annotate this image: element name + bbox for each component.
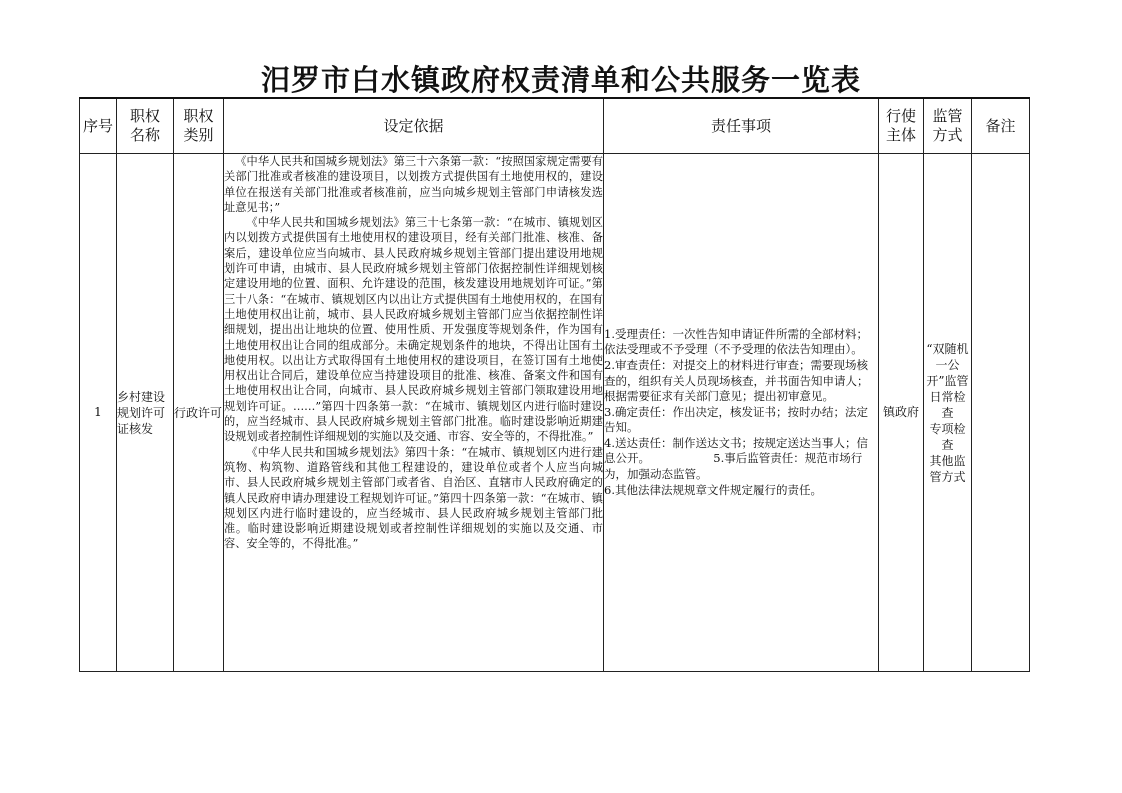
page-title: 汨罗市白水镇政府权责清单和公共服务一览表 [260,63,861,97]
basis-paragraph: 《中华人民共和国城乡规划法》第四十条：“在城市、镇规划区内进行建筑物、构筑物、道路管线和其他工程建设的，建设单位或者个人应当向城市、县人民政府城乡规划主管部门或者省、自治区、直辖市人民政府确定的镇人民政府申请办理建设工程规划许可证。”第四十四条第一款：“在城市、镇规划区内进行临时建设的，应当经城市、县人民政府城乡规划主管部门批准。临时建设影响近期建设规划或者控制性详细规划的实施以及交通、市容、安全等的，不得批准。” [224,445,603,551]
header-supervision: 监管方式 [924,98,972,154]
cell-category: 行政许可 [174,154,224,672]
cell-note [972,154,1030,672]
header-responsibility: 责任事项 [604,98,879,154]
basis-paragraph: 《中华人民共和国城乡规划法》第三十六条第一款：“按照国家规定需要有关部门批准或者核准的建设项目，以划拨方式提供国有土地使用权的，建设单位在报送有关部门批准或者核准前，应当向城乡规划主管部门申请核发选址意见书；” [224,155,603,214]
header-basis: 设定依据 [224,98,604,154]
header-subject: 行使主体 [879,98,924,154]
table-row [80,154,1030,672]
responsibility-item: 6.其他法律法规规章文件规定履行的责任。 [604,482,822,497]
header-seq: 序号 [80,98,117,154]
cell-responsibility [604,154,879,672]
basis-paragraph: 《中华人民共和国城乡规划法》第三十七条第一款：“在城市、镇规划区内以划拨方式提供国有土地使用权的建设项目，经有关部门批准、核准、备案后，建设单位应当向城市、县人民政府城乡规划主管部门提出建设用地规划许可申请，由城市、县人民政府城乡规划主管部门依据控制性详细规划核定建设用地的位置、面积、允许建设的范围，核发建设用地规划许可证。”第三十八条：“在城市、镇规划区内以出让方式提供国有土地使用权的，在国有土地使用权出让前，城市、县人民政府城乡规划主管部门应当依据控制性详细规划，提出出让地块的位置、使用性质、开发强度等规划条件，作为国有土地使用权出让合同的组成部分。未确定规划条件的地块，不得出让国有土地使用权。以出让方式取得国有土地使用权的建设项目，在签订国有土地使用权出让合同后，建设单位应当持建设项目的批准、核准、备案文件和国有土地使用权出让合同，向城市、县人民政府城乡规划主管部门领取建设用地规划许可证。……”第四十四条第一款：“在城市、镇规划区内进行临时建设的，应当经城市、县人民政府城乡规划主管部门批准。临时建设影响近期建设规划或者控制性详细规划的实施以及交通、市容、安全等的，不得批准。” [224,216,603,444]
supervision-item: “双随机一公开”监管 [926,341,969,388]
header-name: 职权名称 [117,98,174,154]
header-category: 职权类别 [174,98,224,154]
cell-seq: 1 [80,154,117,672]
cell-subject: 镇政府 [879,154,924,672]
supervision-item: 日常检查 [929,389,966,420]
supervision-item: 专项检查 [929,421,966,452]
responsibility-item: 2.审查责任：对提交上的材料进行审查；需要现场核查的，组织有关人员现场核查，并书面告知申请人；根据需要征求有关部门意见；提出初审意见。 [604,357,869,404]
table-header-row [80,98,1030,154]
cell-basis [224,154,604,672]
cell-name: 乡村建设规划许可证核发 [117,154,174,672]
responsibility-item: 3.确定责任：作出决定，核发证书；按时办结；法定告知。 [604,404,868,435]
rights-responsibilities-table [79,97,1030,672]
header-note: 备注 [972,98,1030,154]
responsibility-item: 1.受理责任：一次性告知申请证件所需的全部材料；依法受理或不予受理（不予受理的依法告知理由）。 [604,326,868,357]
cell-supervision [924,154,972,672]
supervision-item: 其他监管方式 [929,453,966,484]
responsibility-item: 4.送达责任：制作送达文书；按规定送达当事人；信息公开。 5.事后监管责任：规范市场行为，加强动态监管。 [604,435,868,482]
